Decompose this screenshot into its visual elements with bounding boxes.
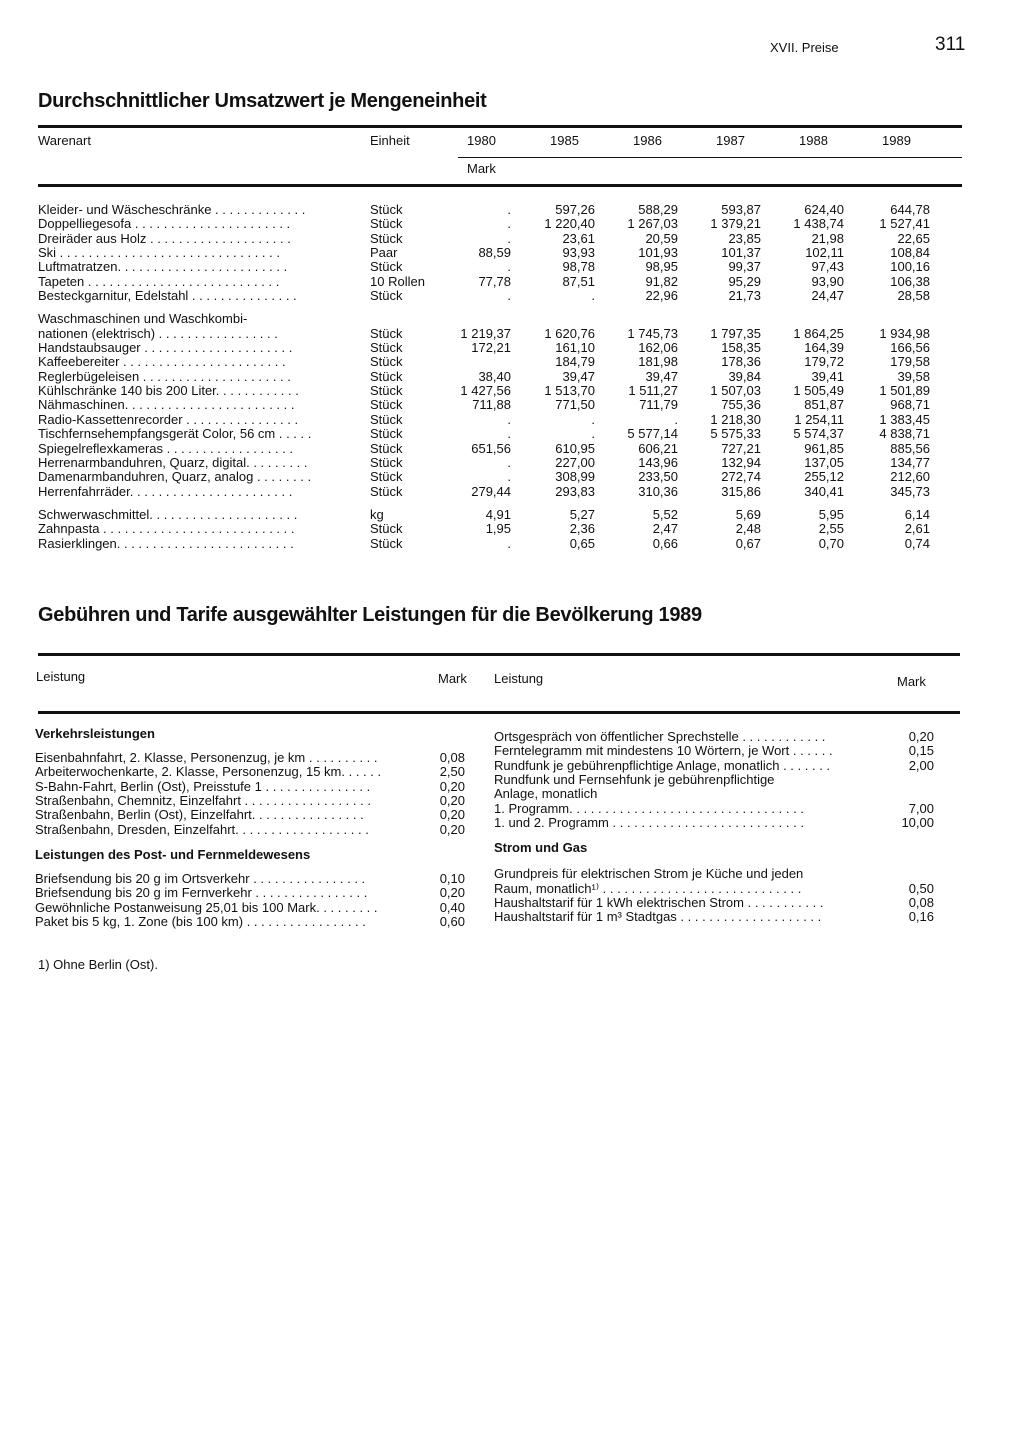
cell-1986: 588,29: [638, 202, 678, 217]
cell-1988: 961,85: [804, 440, 844, 456]
cell-1987: 5,69: [735, 506, 761, 522]
list-item: [494, 802, 936, 816]
row-unit: Stück: [370, 368, 403, 384]
cell-1985: 87,51: [562, 273, 595, 289]
row-unit: kg: [370, 506, 384, 522]
cell-1988: 340,41: [804, 483, 844, 499]
item-label: Grundpreis für elektrischen Strom je Küche und jeden: [494, 867, 804, 882]
cell-1985: 93,93: [562, 245, 595, 261]
item-label: Ortsgespräch von öffentlicher Sprechstelle . . . . . . . . . . . .: [494, 730, 826, 744]
cell-1986: 91,82: [645, 273, 678, 289]
row-label: Nähmaschinen. . . . . . . . . . . . . . . . . . . . . . . .: [38, 398, 295, 413]
table-row: [38, 232, 968, 246]
row-unit: Stück: [370, 397, 403, 413]
cell-1988: 0,70: [818, 535, 844, 551]
cell-1985: 184,79: [555, 354, 595, 370]
cell-1980: .: [507, 259, 511, 275]
item-label: Rundfunk und Fernsehfunk je gebührenpflichtige: [494, 773, 775, 788]
cell-1986: 5,52: [652, 506, 678, 522]
row-label: Doppelliegesofa . . . . . . . . . . . . . . . . . . . . . .: [38, 217, 291, 232]
row-unit: Stück: [370, 521, 403, 537]
list-item: [494, 867, 936, 881]
cell-1986: 22,96: [645, 288, 678, 304]
item-value: 0,08: [908, 895, 934, 911]
cell-1987: 272,74: [721, 469, 761, 485]
cell-1989: 644,78: [890, 202, 930, 217]
cell-1985: 161,10: [555, 340, 595, 356]
item-value: 0,20: [439, 807, 465, 823]
cell-1980: 172,21: [471, 340, 511, 356]
table-row: [38, 370, 968, 384]
item-label: S-Bahn-Fahrt, Berlin (Ost), Preisstufe 1 . . . . . . . . . . . . . . .: [35, 779, 371, 794]
table-row: [38, 398, 968, 412]
row-label: Zahnpasta . . . . . . . . . . . . . . . . . . . . . . . . . . .: [38, 522, 295, 537]
item-value: 0,50: [908, 880, 934, 896]
table-row: [38, 275, 968, 289]
list-item: [494, 759, 936, 773]
cell-1986: 1 511,27: [628, 383, 678, 399]
cell-1987: 755,36: [721, 397, 761, 413]
item-label: Haushaltstarif für 1 kWh elektrischen Strom . . . . . . . . . . .: [494, 896, 824, 911]
col-year-1986: 1986: [633, 133, 662, 148]
table1-top-rule: [38, 125, 962, 128]
cell-1986: 98,95: [645, 259, 678, 275]
table1-body: [38, 203, 968, 551]
cell-1980: .: [507, 426, 511, 442]
cell-1989: 212,60: [890, 469, 930, 485]
cell-1986: 606,21: [638, 440, 678, 456]
cell-1985: 597,26: [555, 202, 595, 217]
cell-1986: 2,47: [652, 521, 678, 537]
cell-1980: 38,40: [478, 368, 511, 384]
cell-1989: 4 838,71: [879, 426, 930, 442]
table-row: [38, 384, 968, 398]
cell-1986: 39,47: [645, 368, 678, 384]
running-header: XVII. Preise: [770, 40, 839, 55]
cell-1989: 0,74: [904, 535, 930, 551]
cell-1980: 4,91: [485, 506, 511, 522]
cell-1987: 178,36: [721, 354, 761, 370]
row-unit: Stück: [370, 454, 403, 470]
table-row: [38, 522, 968, 536]
cell-1987: 23,85: [728, 230, 761, 246]
row-unit: Stück: [370, 325, 403, 341]
cell-1987: 1 507,03: [710, 383, 761, 399]
cell-1988: 624,40: [804, 202, 844, 217]
cell-1989: 22,65: [897, 230, 930, 246]
item-label: Gewöhnliche Postanweisung 25,01 bis 100 Mark. . . . . . . . .: [35, 900, 378, 915]
list-item: [35, 765, 465, 779]
cell-1989: 108,84: [890, 245, 930, 261]
cell-1988: 39,41: [811, 368, 844, 384]
cell-1980: .: [507, 230, 511, 246]
cell-1980: .: [507, 411, 511, 427]
table-row: [38, 537, 968, 551]
cell-1987: 39,84: [728, 368, 761, 384]
row-unit: Stück: [370, 440, 403, 456]
row-label: Kleider- und Wäscheschränke . . . . . . . . . . . . .: [38, 203, 306, 217]
table-row: [38, 203, 968, 217]
cell-1986: 0,66: [652, 535, 678, 551]
row-unit: Stück: [370, 469, 403, 485]
row-unit: Stück: [370, 383, 403, 399]
item-label: Rundfunk je gebührenpflichtige Anlage, monatlich . . . . . . .: [494, 758, 831, 773]
col-year-1987: 1987: [716, 133, 745, 148]
cell-1988: 179,72: [804, 354, 844, 370]
cell-1988: 97,43: [811, 259, 844, 275]
cell-1988: 137,05: [804, 454, 844, 470]
cell-1988: 21,98: [811, 230, 844, 246]
cell-1989: 1 501,89: [879, 383, 930, 399]
item-label: Briefsendung bis 20 g im Fernverkehr . . . . . . . . . . . . . . . .: [35, 886, 368, 901]
cell-1986: 143,96: [638, 454, 678, 470]
cell-1989: 100,16: [890, 259, 930, 275]
cell-1986: 711,79: [639, 397, 678, 413]
item-label: Eisenbahnfahrt, 2. Klasse, Personenzug, je km . . . . . . . . . .: [35, 751, 378, 765]
cell-1987: 727,21: [721, 440, 761, 456]
table-row: [38, 508, 968, 522]
cell-1985: 2,36: [569, 521, 595, 537]
item-label: Paket bis 5 kg, 1. Zone (bis 100 km) . . . . . . . . . . . . . . . . .: [35, 915, 366, 930]
item-label: Straßenbahn, Berlin (Ost), Einzelfahrt. . . . . . . . . . . . . . . .: [35, 808, 364, 823]
row-label: Tischfernsehempfangsgerät Color, 56 cm . . . . .: [38, 427, 312, 442]
row-label: Schwerwaschmittel. . . . . . . . . . . . . . . . . . . . .: [38, 507, 298, 522]
list-item: [494, 730, 936, 744]
table-row: [38, 427, 968, 441]
cell-1985: 1 220,40: [544, 216, 595, 232]
item-value: 0,10: [439, 871, 465, 887]
col-leistung-left: Leistung: [36, 669, 86, 684]
item-value: 0,16: [908, 909, 934, 925]
cell-1987: 0,67: [735, 535, 761, 551]
list-item: [494, 773, 936, 787]
table-row: [38, 341, 968, 355]
cell-1988: 1 864,25: [793, 325, 844, 341]
cell-1988: 24,47: [811, 288, 844, 304]
cell-1988: 5,95: [818, 506, 844, 522]
cell-1987: 1 797,35: [710, 325, 761, 341]
list-item: [494, 882, 936, 896]
table2-top-rule: [38, 653, 960, 656]
item-value: 0,20: [439, 778, 465, 794]
table1-header-bottom-rule: [38, 184, 962, 187]
col-year-1980: 1980: [467, 133, 496, 148]
row-label: Rasierklingen. . . . . . . . . . . . . . . . . . . . . . . . .: [38, 536, 294, 551]
cell-1988: 164,39: [804, 340, 844, 356]
item-label: Straßenbahn, Dresden, Einzelfahrt. . . . . . . . . . . . . . . . . . .: [35, 822, 369, 837]
list-item: [494, 816, 936, 830]
row-unit: Stück: [370, 483, 403, 499]
cell-1985: 39,47: [562, 368, 595, 384]
item-label: Briefsendung bis 20 g im Ortsverkehr . . . . . . . . . . . . . . . .: [35, 872, 366, 887]
list-item: [494, 910, 936, 924]
col-leistung-right: Leistung: [494, 671, 544, 686]
cell-1985: .: [591, 426, 595, 442]
cell-1980: .: [507, 202, 511, 217]
cell-1989: 28,58: [897, 288, 930, 304]
item-value: 0,20: [439, 793, 465, 809]
cell-1989: 1 383,45: [879, 411, 930, 427]
cell-1980: 1 219,37: [460, 325, 511, 341]
cell-1980: 88,59: [478, 245, 511, 261]
cell-1980: 1 427,56: [460, 383, 511, 399]
row-unit: Stück: [370, 340, 403, 356]
row-label: Radio-Kassettenrecorder . . . . . . . . . . . . . . . .: [38, 412, 299, 427]
cell-1985: 0,65: [569, 535, 595, 551]
cell-1980: .: [507, 469, 511, 485]
table-row: [38, 442, 968, 456]
table2-left-column: [35, 726, 465, 929]
cell-1987: 21,73: [728, 288, 761, 304]
row-label: Damenarmbanduhren, Quarz, analog . . . . . . . .: [38, 470, 312, 485]
item-label: Raum, monatlich¹⁾ . . . . . . . . . . . . . . . . . . . . . . . . . . . .: [494, 881, 802, 896]
cell-1985: 1 620,76: [544, 325, 595, 341]
row-unit: Stück: [370, 426, 403, 442]
cell-1985: .: [591, 288, 595, 304]
section-heading: Leistungen des Post- und Fernmeldewesens: [35, 847, 311, 863]
cell-1987: 5 575,33: [710, 426, 761, 442]
row-unit: Paar: [370, 245, 398, 261]
row-unit: Stück: [370, 354, 403, 370]
table1-years-rule: [458, 157, 962, 158]
cell-1986: 20,59: [645, 230, 678, 246]
section-heading: Verkehrsleistungen: [35, 726, 155, 741]
item-value: 0,08: [439, 750, 465, 765]
item-label: Anlage, monatlich: [494, 787, 598, 802]
item-value: 0,40: [439, 899, 465, 915]
table-row: [38, 260, 968, 274]
item-value: 0,20: [908, 729, 934, 744]
table-row: [38, 312, 968, 326]
row-label: Kühlschränke 140 bis 200 Liter. . . . . . . . . . . .: [38, 384, 299, 399]
table-row: [38, 217, 968, 231]
cell-1980: 651,56: [471, 440, 511, 456]
cell-1980: .: [507, 535, 511, 551]
row-label: Waschmaschinen und Waschkombi-: [38, 312, 248, 327]
row-unit: Stück: [370, 230, 403, 246]
cell-1989: 885,56: [890, 440, 930, 456]
table-row: [38, 355, 968, 369]
table-row: [38, 470, 968, 484]
cell-1985: 98,78: [562, 259, 595, 275]
row-label: Besteckgarnitur, Edelstahl . . . . . . . . . . . . . . .: [38, 289, 297, 304]
table2-right-column: [494, 730, 936, 925]
cell-1987: 101,37: [721, 245, 761, 261]
page-number: 311: [935, 34, 966, 55]
table-row: [38, 456, 968, 470]
row-label: nationen (elektrisch) . . . . . . . . . . . . . . . . .: [38, 326, 278, 341]
row-label: Ski . . . . . . . . . . . . . . . . . . . . . . . . . . . . . . .: [38, 246, 280, 261]
cell-1988: 2,55: [818, 521, 844, 537]
footnote: 1) Ohne Berlin (Ost).: [38, 957, 158, 972]
cell-1985: 1 513,70: [544, 383, 595, 399]
cell-1989: 2,61: [904, 521, 930, 537]
list-item: [35, 780, 465, 794]
col-year-1988: 1988: [799, 133, 828, 148]
cell-1986: 233,50: [638, 469, 678, 485]
col-year-1985: 1985: [550, 133, 579, 148]
list-item: [35, 823, 465, 837]
cell-1988: 1 438,74: [793, 216, 844, 232]
cell-1986: 181,98: [638, 354, 678, 370]
cell-1985: .: [591, 411, 595, 427]
cell-1988: 1 505,49: [793, 383, 844, 399]
row-unit: Stück: [370, 202, 403, 217]
row-unit: Stück: [370, 216, 403, 232]
cell-1985: 771,50: [555, 397, 595, 413]
row-unit: Stück: [370, 288, 403, 304]
cell-1986: 310,36: [638, 483, 678, 499]
item-value: 10,00: [901, 815, 934, 831]
table2-header-bottom-rule: [38, 711, 960, 714]
table-row: [38, 485, 968, 499]
cell-1987: 158,35: [721, 340, 761, 356]
item-label: Ferntelegramm mit mindestens 10 Wörtern, je Wort . . . . . .: [494, 744, 833, 759]
cell-1987: 1 379,21: [710, 216, 761, 232]
list-item: [494, 787, 936, 801]
row-label: Tapeten . . . . . . . . . . . . . . . . . . . . . . . . . . .: [38, 274, 280, 289]
row-unit: 10 Rollen: [370, 273, 425, 289]
cell-1985: 308,99: [555, 469, 595, 485]
cell-1989: 1 527,41: [879, 216, 930, 232]
col-einheit: Einheit: [370, 133, 410, 148]
cell-1980: .: [507, 288, 511, 304]
item-value: 7,00: [908, 800, 934, 816]
cell-1986: 101,93: [638, 245, 678, 261]
cell-1987: 95,29: [728, 273, 761, 289]
cell-1980: 77,78: [478, 273, 511, 289]
cell-1988: 93,90: [811, 273, 844, 289]
cell-1985: 227,00: [555, 454, 595, 470]
row-label: Reglerbügeleisen . . . . . . . . . . . . . . . . . . . . .: [38, 369, 291, 384]
row-label: Luftmatratzen. . . . . . . . . . . . . . . . . . . . . . . .: [38, 260, 288, 275]
table-row: [38, 413, 968, 427]
cell-1989: 345,73: [890, 483, 930, 499]
item-value: 0,20: [439, 885, 465, 901]
cell-1989: 6,14: [904, 506, 930, 522]
list-item: [35, 886, 465, 900]
unit-mark-label: Mark: [467, 161, 496, 176]
cell-1988: 851,87: [804, 397, 844, 413]
cell-1985: 5,27: [569, 506, 595, 522]
cell-1986: 1 267,03: [627, 216, 678, 232]
col-mark-left: Mark: [438, 671, 467, 686]
cell-1986: 5 577,14: [627, 426, 678, 442]
row-label: Herrenarmbanduhren, Quarz, digital. . . . . . . . .: [38, 455, 308, 470]
cell-1988: 102,11: [805, 245, 844, 261]
cell-1988: 255,12: [804, 469, 844, 485]
table-row: [38, 289, 968, 303]
cell-1980: .: [507, 216, 511, 232]
cell-1980: 279,44: [471, 483, 511, 499]
cell-1989: 166,56: [890, 340, 930, 356]
item-value: 0,20: [439, 821, 465, 837]
cell-1986: .: [674, 411, 678, 427]
row-unit: Stück: [370, 535, 403, 551]
cell-1980: 711,88: [472, 397, 511, 413]
list-item: [35, 915, 465, 929]
list-item: [494, 744, 936, 758]
cell-1985: 23,61: [562, 230, 595, 246]
item-label: Haushaltstarif für 1 m³ Stadtgas . . . . . . . . . . . . . . . . . . . .: [494, 910, 822, 925]
item-value: 2,00: [908, 757, 934, 773]
item-value: 0,60: [439, 914, 465, 930]
list-item: [494, 896, 936, 910]
table1-title: Durchschnittlicher Umsatzwert je Mengeneinheit: [38, 90, 487, 112]
table-row: [38, 327, 968, 341]
list-item: [35, 808, 465, 822]
cell-1989: 134,77: [890, 454, 930, 470]
cell-1987: 315,86: [721, 483, 761, 499]
cell-1989: 39,58: [897, 368, 930, 384]
item-label: Arbeiterwochenkarte, 2. Klasse, Personenzug, 15 km. . . . . .: [35, 765, 382, 780]
table2-title: Gebühren und Tarife ausgewählter Leistungen für die Bevölkerung 1989: [38, 604, 702, 626]
row-label: Herrenfahrräder. . . . . . . . . . . . . . . . . . . . . . .: [38, 484, 293, 499]
row-label: Dreiräder aus Holz . . . . . . . . . . . . . . . . . . . .: [38, 231, 291, 246]
cell-1989: 968,71: [890, 397, 930, 413]
cell-1989: 106,38: [890, 273, 930, 289]
col-year-1989: 1989: [882, 133, 911, 148]
list-item: [35, 872, 465, 886]
cell-1980: 1,95: [485, 521, 511, 537]
item-label: 1. und 2. Programm . . . . . . . . . . . . . . . . . . . . . . . . . . .: [494, 816, 804, 831]
item-label: Straßenbahn, Chemnitz, Einzelfahrt . . . . . . . . . . . . . . . . . .: [35, 794, 371, 809]
cell-1987: 593,87: [721, 202, 761, 217]
row-label: Spiegelreflexkameras . . . . . . . . . . . . . . . . . .: [38, 441, 294, 456]
cell-1985: 293,83: [555, 483, 595, 499]
row-unit: Stück: [370, 411, 403, 427]
group-spacer: [38, 303, 968, 312]
col-warenart: Warenart: [38, 133, 91, 148]
row-label: Handstaubsauger . . . . . . . . . . . . . . . . . . . . .: [38, 341, 293, 356]
cell-1988: 1 254,11: [794, 411, 844, 427]
row-label: Kaffeebereiter . . . . . . . . . . . . . . . . . . . . . . .: [38, 355, 286, 370]
item-value: 0,15: [908, 743, 934, 759]
cell-1988: 5 574,37: [793, 426, 844, 442]
cell-1986: 162,06: [638, 340, 678, 356]
col-mark-right: Mark: [897, 674, 926, 689]
cell-1987: 2,48: [735, 521, 761, 537]
cell-1989: 179,58: [890, 354, 930, 370]
row-unit: Stück: [370, 259, 403, 275]
cell-1980: .: [507, 454, 511, 470]
list-item: [35, 901, 465, 915]
cell-1987: 99,37: [728, 259, 761, 275]
table-row: [38, 246, 968, 260]
list-item: [35, 794, 465, 808]
cell-1987: 1 218,30: [710, 411, 761, 427]
cell-1989: 1 934,98: [879, 325, 930, 341]
cell-1986: 1 745,73: [627, 325, 678, 341]
item-label: 1. Programm. . . . . . . . . . . . . . . . . . . . . . . . . . . . . . . . .: [494, 801, 804, 816]
cell-1985: 610,95: [555, 440, 595, 456]
cell-1987: 132,94: [721, 454, 761, 470]
list-item: [35, 751, 465, 765]
item-value: 2,50: [439, 764, 465, 780]
section-heading: Strom und Gas: [494, 840, 588, 856]
